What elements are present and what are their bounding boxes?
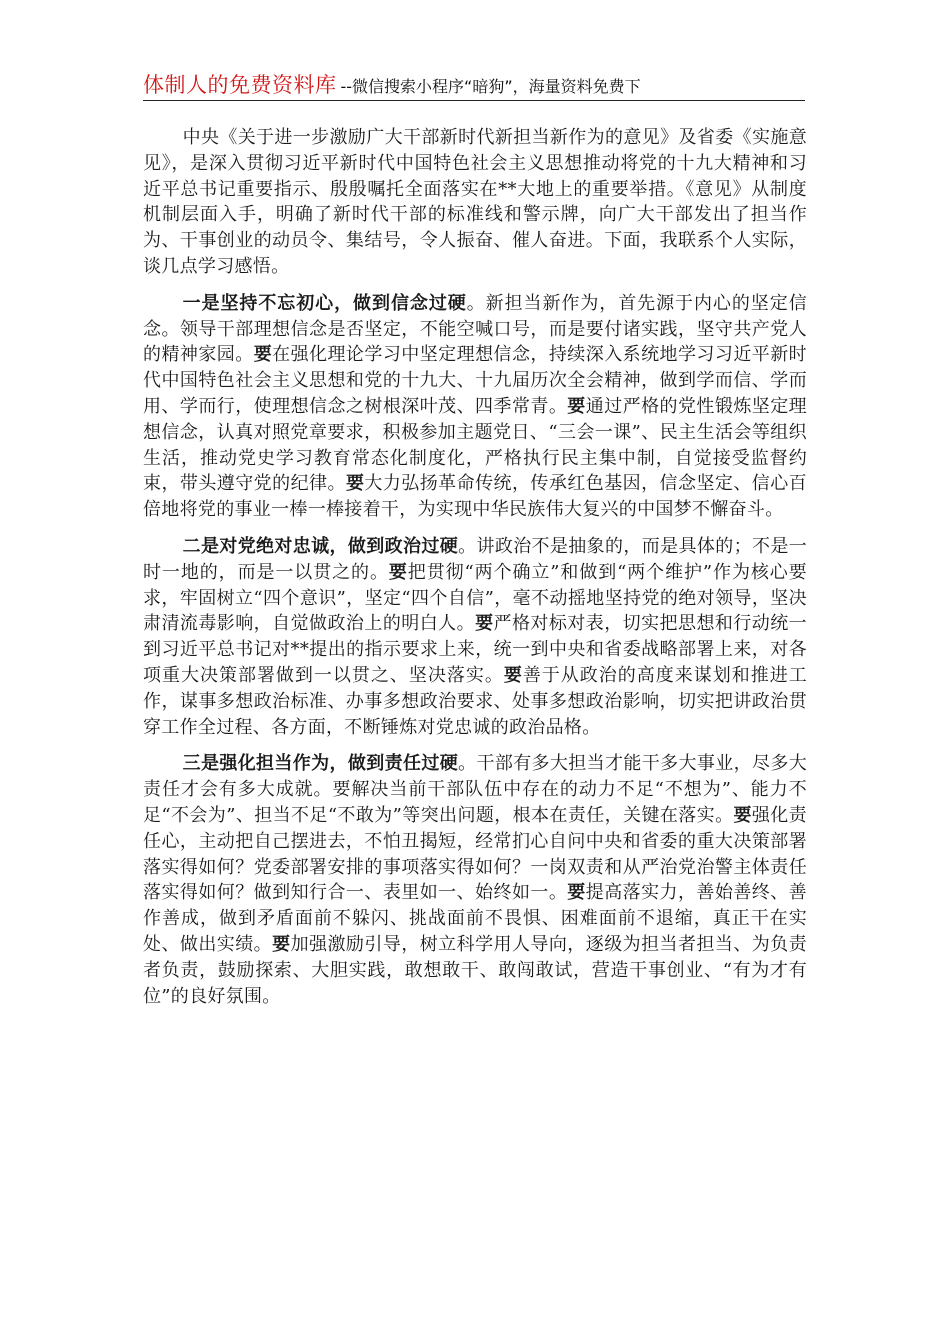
paragraph-text: 把贯彻“两个确立”和做到“两个维护”作为核心要求，牢固树立“四个意识”，坚定“四个自信”，毫不动摇地坚持党的绝对领导，坚决肃清流毒影响，自觉做政治上的明白人。 — [143, 561, 807, 635]
keyword-yao: 要 — [253, 344, 273, 366]
section-heading: 一是坚持不忘初心，做到信念过硬 — [182, 292, 467, 314]
keyword-yao: 要 — [272, 933, 291, 955]
paragraph-text: 大力弘扬革命传统，传承红色基因，信念坚定、信心百倍地将党的事业一棒一棒接着干，为实现中华民族伟大复兴的中国梦不懈奋斗。 — [143, 473, 807, 521]
paragraph-section-1 — [143, 291, 807, 523]
paragraph-text: 严格对标对表，切实把思想和行动统一到习近平总书记对**提出的指示要求上来，统一到中央和省委战略部署上来，对各项重大决策部署做到一以贯之、坚决落实。 — [143, 613, 807, 686]
keyword-yao: 要 — [567, 882, 586, 904]
paragraph-text: 强化责任心，主动把自己摆进去，不怕丑揭短，经常扪心自问中央和省委的重大决策部署落实得如何？党委部署安排的事项落实得如何？一岗双责和从严治党治警主体责任落实得如何？做到知行合一、表里如一、始终如一。 — [143, 804, 807, 904]
paragraph-text: 提高落实力，善始善终、善作善成，做到矛盾面前不躲闪、挑战面前不畏惧、困难面前不退缩，真正干在实处、做出实绩。 — [143, 882, 807, 955]
keyword-yao: 要 — [503, 664, 523, 686]
header-brand: 体制人的免费资料库 — [143, 73, 337, 97]
paragraph-section-3 — [143, 751, 807, 1009]
paragraph-text: 。新担当新作为，首先源于内心的坚定信念。领导干部理想信念是否坚定，不能空喊口号，而是要付诸实践，坚守共产党人的精神家园。 — [143, 292, 807, 366]
paragraph-section-2 — [143, 534, 807, 740]
paragraph-text: 加强激励引导，树立科学用人导向，逐级为担当者担当、为负责者负责，鼓励探索、大胆实践，敢想敢干、敢闯敢试，营造干事创业、“有为才有位”的良好氛围。 — [143, 933, 807, 1007]
section-heading: 三是强化担当作为，做到责任过硬 — [182, 753, 459, 775]
paragraph-text: 。干部有多大担当才能干多大事业，尽多大责任才会有多大成就。要解决当前干部队伍中存在的动力不足“不想为”、能力不足“不会为”、担当不足“不敢为”等突出问题，根本在责任，关键在落实。 — [143, 753, 807, 826]
keyword-yao: 要 — [345, 473, 365, 495]
keyword-yao: 要 — [475, 613, 494, 635]
paragraph-text: 中央《关于进一步激励广大干部新时代新担当新作为的意见》及省委《实施意见》，是深入贯彻习近平新时代中国特色社会主义思想推动将党的十九大精神和习近平总书记重要指示、殷殷嘱托全面落实在**大地上的重要举措。《意见》从制度机制层面入手，明确了新时代干部的标准线和警示牌，向广大干部发出了担当作为、干事创业的动员令、集结号，令人振奋、催人奋进。下面，我联系个人实际，谈几点学习感悟。 — [143, 127, 807, 277]
paragraph-intro — [143, 125, 807, 280]
header-tagline: --微信搜索小程序“暗狗”，海量资料免费下 — [340, 77, 641, 96]
page-header — [143, 70, 805, 101]
document-body — [143, 125, 807, 1020]
paragraph-text: 在强化理论学习中坚定理想信念，持续深入系统地学习习近平新时代中国特色社会主义思想和党的十九大、十九届历次全会精神，做到学而信、学而用、学而行，使理想信念之树根深叶茂、四季常青。 — [143, 344, 807, 417]
paragraph-text: 。讲政治不是抽象的，而是具体的；不是一时一地的，而是一以贯之的。 — [143, 535, 807, 583]
keyword-yao: 要 — [388, 561, 408, 583]
keyword-yao: 要 — [733, 804, 752, 826]
keyword-yao: 要 — [567, 395, 586, 417]
paragraph-text: 通过严格的党性锻炼坚定理想信念，认真对照党章要求，积极参加主题党日、“三会一课”、民主生活会等组织生活，推动党史学习教育常态化制度化，严格执行民主集中制，自觉接受监督约束，带头遵守党的纪律。 — [143, 395, 807, 495]
paragraph-text: 善于从政治的高度来谋划和推进工作，谋事多想政治标准、办事多想政治要求、处事多想政治影响，切实把讲政治贯穿工作全过程、各方面，不断锤炼对党忠诚的政治品格。 — [143, 664, 807, 738]
section-heading: 二是对党绝对忠诚，做到政治过硬 — [182, 535, 459, 557]
